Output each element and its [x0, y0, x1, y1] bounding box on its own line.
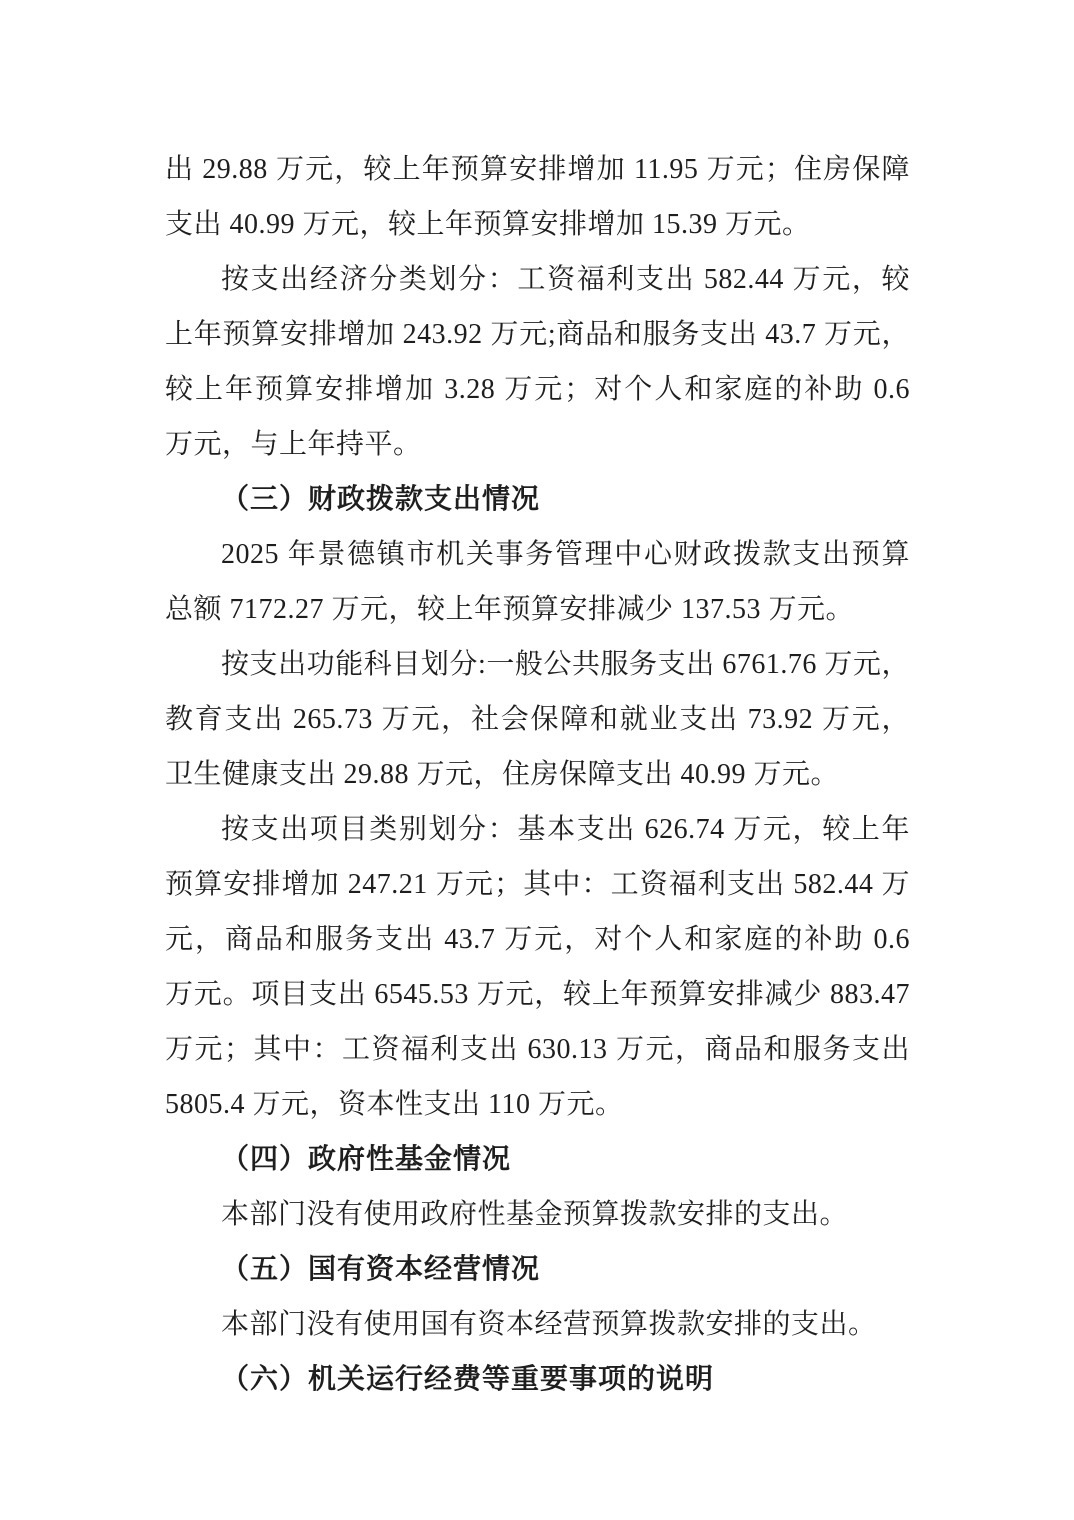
- section-heading-text: （三）财政拨款支出情况: [221, 484, 541, 515]
- text-line: 按支出功能科目划分:一般公共服务支出 6761.76 万元，: [221, 649, 910, 680]
- section-heading-text: （四）政府性基金情况: [221, 1144, 512, 1175]
- paragraph-functional-classification: [165, 637, 910, 802]
- text-line: 5805.4 万元，资本性支出 110 万元。: [165, 1089, 624, 1120]
- heading-section-5-state-capital: [165, 1242, 910, 1297]
- section-heading-text: （五）国有资本经营情况: [221, 1254, 541, 1285]
- text-line: 万元，与上年持平。: [165, 429, 422, 460]
- text-line: 支出 40.99 万元，较上年预算安排增加 15.39 万元。: [165, 209, 811, 240]
- section-heading-text: （六）机关运行经费等重要事项的说明: [221, 1364, 715, 1395]
- text-line: 出 29.88 万元，较上年预算安排增加 11.95 万元；住房保障: [165, 154, 910, 185]
- text-line: 总额 7172.27 万元，较上年预算安排减少 137.53 万元。: [165, 594, 855, 625]
- text-line: 按支出项目类别划分：基本支出 626.74 万元，较上年: [221, 814, 910, 845]
- text-line: 万元；其中：工资福利支出 630.13 万元，商品和服务支出: [165, 1034, 910, 1065]
- paragraph-health-housing-expenditure: [165, 142, 910, 252]
- paragraph-state-capital-statement: [165, 1297, 910, 1352]
- text-line: 万元。项目支出 6545.53 万元，较上年预算安排减少 883.47: [165, 979, 910, 1010]
- text-line: 元，商品和服务支出 43.7 万元，对个人和家庭的补助 0.6: [165, 924, 910, 955]
- heading-section-6-operating-expenses: [165, 1352, 910, 1407]
- text-line: 2025 年景德镇市机关事务管理中心财政拨款支出预算: [221, 539, 910, 570]
- paragraph-fiscal-appropriation-total: [165, 527, 910, 637]
- text-line: 按支出经济分类划分：工资福利支出 582.44 万元，较: [221, 264, 910, 295]
- heading-section-3-fiscal-appropriation: [165, 472, 910, 527]
- text-line: 教育支出 265.73 万元，社会保障和就业支出 73.92 万元，: [165, 704, 910, 735]
- text-line: 本部门没有使用国有资本经营预算拨款安排的支出。: [221, 1309, 877, 1340]
- document-body: [165, 142, 910, 1407]
- text-line: 本部门没有使用政府性基金预算拨款安排的支出。: [221, 1199, 849, 1230]
- heading-section-4-government-funds: [165, 1132, 910, 1187]
- paragraph-project-classification: [165, 802, 910, 1132]
- paragraph-economic-classification: [165, 252, 910, 472]
- text-line: 卫生健康支出 29.88 万元，住房保障支出 40.99 万元。: [165, 759, 840, 790]
- text-line: 较上年预算安排增加 3.28 万元；对个人和家庭的补助 0.6: [165, 374, 910, 405]
- paragraph-government-funds-statement: [165, 1187, 910, 1242]
- text-line: 预算安排增加 247.21 万元；其中：工资福利支出 582.44 万: [165, 869, 910, 900]
- text-line: 上年预算安排增加 243.92 万元;商品和服务支出 43.7 万元，: [165, 319, 910, 350]
